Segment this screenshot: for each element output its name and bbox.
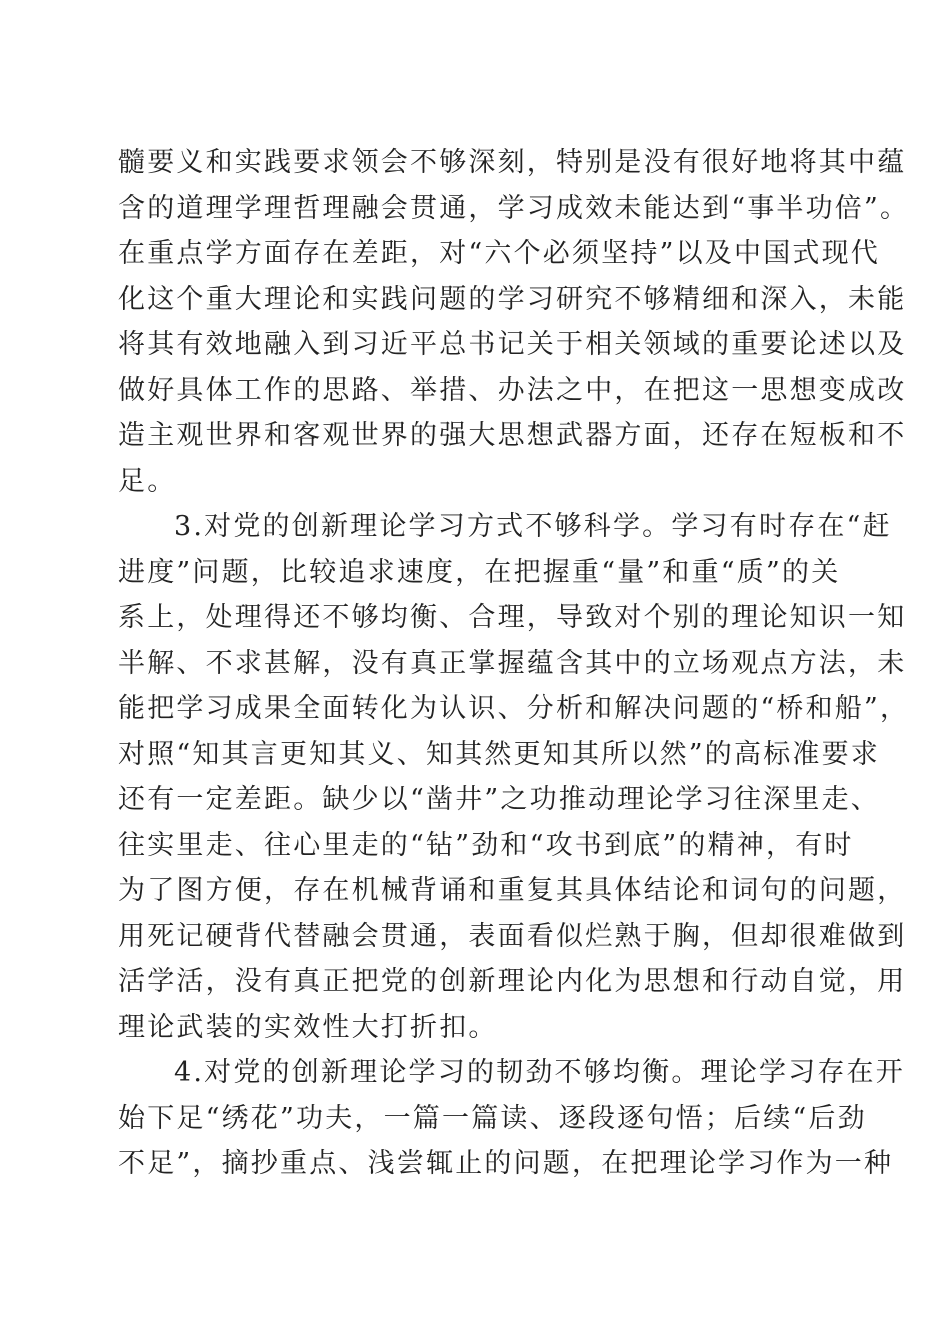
text-line: 进度”问题，比较追求速度，在把握重“量”和重“质”的关: [118, 556, 841, 588]
text-line: 往实里走、往心里走的“钻”劲和“攻书到底”的精神，有时: [118, 829, 854, 861]
text-line: 半解、不求甚解，没有真正掌握蕴含其中的立场观点方法，未: [118, 647, 907, 679]
text-line: 不足”，摘抄重点、浅尝辄止的问题，在把理论学习作为一种: [118, 1148, 894, 1179]
text-line: 足。: [118, 465, 177, 497]
paragraph-3-heading-line: 3.对党的创新理论学习方式不够科学。学习有时存在“赶: [174, 511, 892, 542]
text-line: 化这个重大理论和实践问题的学习研究不够精细和深入，未能: [118, 283, 907, 315]
text-line: 能把学习成果全面转化为认识、分析和解决问题的“桥和船”，: [118, 693, 910, 724]
text-line: 做好具体工作的思路、举措、办法之中，在把这一思想变成改: [118, 374, 907, 406]
text-line: 髓要义和实践要求领会不够深刻，特别是没有很好地将其中蕴: [118, 147, 907, 178]
text-line: 系上，处理得还不够均衡、合理，导致对个别的理论知识一知: [118, 602, 907, 633]
text-line: 始下足“绣花”功夫，一篇一篇读、逐段逐句悟；后续“后劲: [118, 1102, 867, 1134]
text-line: 含的道理学理哲理融会贯通，学习成效未能达到“事半功倍”。: [118, 192, 910, 224]
text-line: 造主观世界和客观世界的强大思想武器方面，还存在短板和不: [118, 420, 907, 451]
text-line: 理论武装的实效性大打折扣。: [118, 1011, 498, 1043]
text-line: 还有一定差距。缺少以“凿井”之功推动理论学习往深里走、: [118, 784, 881, 815]
paragraph-4-heading-line: 4.对党的创新理论学习的韧劲不够均衡。理论学习存在开: [174, 1057, 905, 1088]
document-body: [118, 140, 910, 1187]
text-line: 用死记硬背代替融会贯通，表面看似烂熟于胸，但却很难做到: [118, 920, 907, 952]
text-line: 为了图方便，存在机械背诵和重复其具体结论和词句的问题，: [118, 875, 907, 906]
text-line: 在重点学方面存在差距，对“六个必须坚持”以及中国式现代: [118, 238, 881, 269]
text-line: 将其有效地融入到习近平总书记关于相关领域的重要论述以及: [118, 329, 907, 360]
text-line: 活学活，没有真正把党的创新理论内化为思想和行动自觉，用: [118, 966, 907, 997]
text-line: 对照“知其言更知其义、知其然更知其所以然”的高标准要求: [118, 738, 881, 770]
